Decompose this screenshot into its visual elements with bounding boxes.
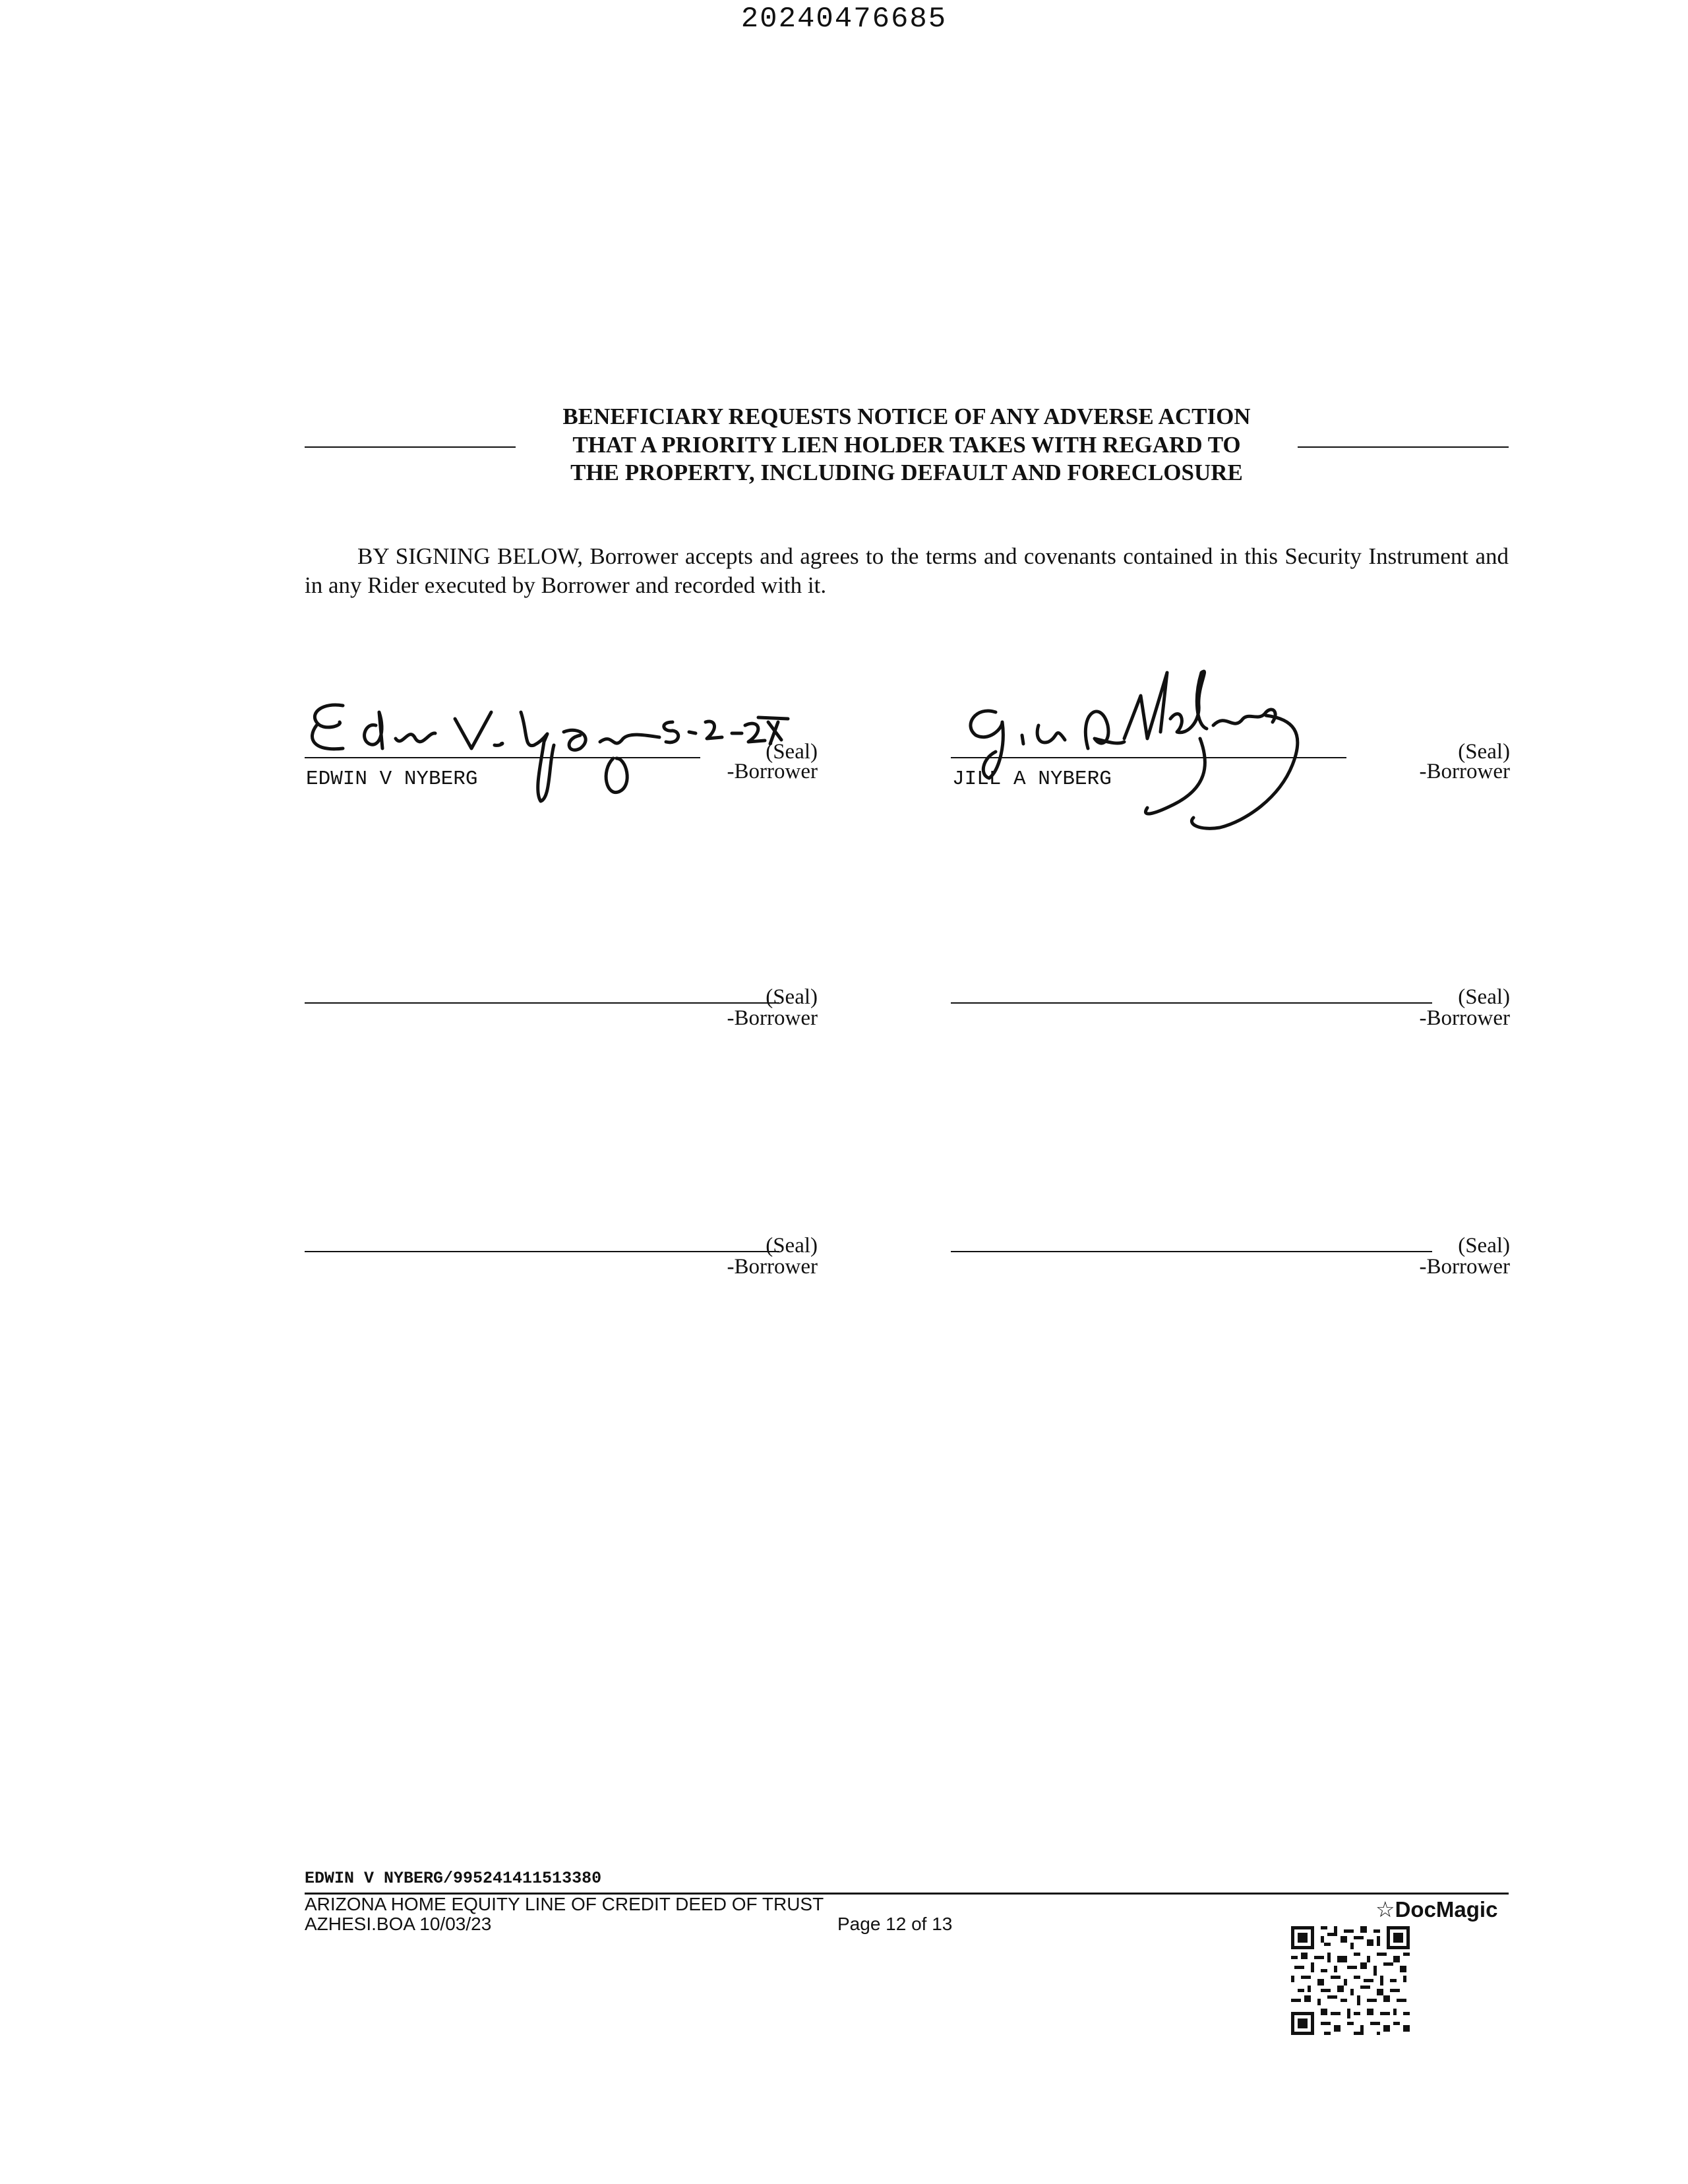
signature-line bbox=[951, 1002, 1432, 1004]
seal-label: (Seal) bbox=[766, 1234, 818, 1258]
footer-form-title: ARIZONA HOME EQUITY LINE OF CREDIT DEED OF TRUST bbox=[305, 1894, 824, 1914]
role-label: -Borrower bbox=[1419, 1255, 1510, 1279]
signature-block-5 bbox=[303, 1223, 864, 1283]
seal-label: (Seal) bbox=[1458, 1234, 1510, 1258]
signature-block-2 bbox=[950, 659, 1510, 844]
docmagic-logo bbox=[1375, 1896, 1497, 1922]
seal-label: (Seal) bbox=[766, 985, 818, 1009]
signer-name: JILL A NYBERG bbox=[952, 768, 1112, 791]
signature-block-1 bbox=[303, 686, 864, 804]
signature-line bbox=[951, 1251, 1432, 1252]
footer-page-number: Page 12 of 13 bbox=[837, 1914, 953, 1934]
star-outline-icon: ☆ bbox=[1375, 1897, 1395, 1922]
recording-number: 20240476685 bbox=[740, 3, 948, 36]
role-label: -Borrower bbox=[727, 760, 818, 783]
signer-name: EDWIN V NYBERG bbox=[306, 768, 478, 791]
role-label: -Borrower bbox=[727, 1006, 818, 1030]
signature-block-4 bbox=[950, 976, 1510, 1035]
role-label: -Borrower bbox=[1419, 760, 1510, 783]
heading-line-2: THAT A PRIORITY LIEN HOLDER TAKES WITH REGARD TO bbox=[572, 432, 1241, 458]
signature-block-3 bbox=[303, 976, 864, 1035]
seal-label: (Seal) bbox=[766, 740, 818, 764]
footer-form-code: AZHESI.BOA 10/03/23 bbox=[305, 1914, 492, 1934]
signature-block-6 bbox=[950, 1223, 1510, 1283]
heading-rule-right bbox=[1298, 446, 1509, 448]
signing-statement: BY SIGNING BELOW, Borrower accepts and agrees to the terms and covenants contained in this Security Instrument and in any Rider executed by Borrower and recorded with it. bbox=[305, 543, 1509, 598]
role-label: -Borrower bbox=[727, 1255, 818, 1279]
signature-line bbox=[305, 757, 700, 758]
qr-code bbox=[1291, 1926, 1410, 2035]
footer-loan-id: EDWIN V NYBERG/995241411513380 bbox=[305, 1869, 602, 1888]
seal-label: (Seal) bbox=[1458, 740, 1510, 764]
seal-label: (Seal) bbox=[1458, 985, 1510, 1009]
signature-line bbox=[951, 757, 1346, 758]
brand-name: DocMagic bbox=[1395, 1897, 1498, 1922]
heading-line-1: BENEFICIARY REQUESTS NOTICE OF ANY ADVERSE ACTION bbox=[562, 404, 1251, 429]
heading-line-3: THE PROPERTY, INCLUDING DEFAULT AND FORECLOSURE bbox=[570, 460, 1243, 485]
role-label: -Borrower bbox=[1419, 1006, 1510, 1030]
